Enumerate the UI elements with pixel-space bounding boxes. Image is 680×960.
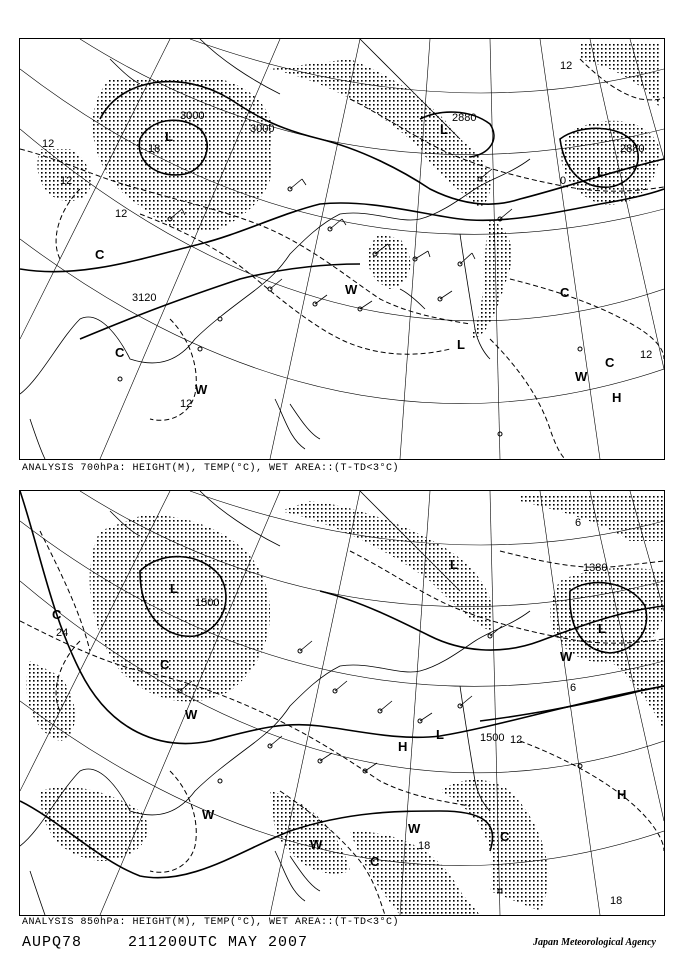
warm-center: W xyxy=(195,382,208,397)
temperature-label: 12 xyxy=(115,208,128,220)
temperature-label: 24 xyxy=(56,627,69,639)
contour-label: 3000 xyxy=(180,110,205,122)
warm-center: W xyxy=(560,649,573,664)
cold-center: C xyxy=(605,355,615,370)
map-850hpa xyxy=(20,491,664,915)
temperature-label: 6 xyxy=(575,517,582,529)
temperature-label: 18 xyxy=(610,895,623,907)
cold-center: C xyxy=(160,657,170,672)
temperature-label: 12 xyxy=(180,398,193,410)
cold-center: C xyxy=(95,247,105,262)
contour-label: 3120 xyxy=(132,292,157,304)
cold-center: C xyxy=(370,854,380,869)
map-panel-700hpa xyxy=(19,38,665,460)
temperature-label: 6 xyxy=(570,682,577,694)
low-center: L xyxy=(165,129,173,144)
temperature-label: 18 xyxy=(418,840,431,852)
contour-label: 2880 xyxy=(620,143,645,155)
cold-center: C xyxy=(500,829,510,844)
valid-time: 211200UTC MAY 2007 xyxy=(128,934,309,951)
agency-name: Japan Meteorological Agency xyxy=(533,937,656,948)
low-center: L xyxy=(436,727,444,742)
map-panel-850hpa xyxy=(19,490,665,916)
warm-center: W xyxy=(310,837,323,852)
low-center: L xyxy=(598,621,606,636)
low-center: L xyxy=(457,337,465,352)
warm-center: W xyxy=(408,821,421,836)
low-center: L xyxy=(450,557,458,572)
temperature-label: 12 xyxy=(560,60,573,72)
low-center: L xyxy=(440,122,448,137)
temperature-label: 12 xyxy=(60,175,73,187)
map-700hpa xyxy=(20,39,664,459)
warm-center: W xyxy=(202,807,215,822)
cold-center: C xyxy=(560,285,570,300)
high-center: H xyxy=(617,787,627,802)
chart-code: AUPQ78 xyxy=(22,934,83,951)
caption-850hpa: ANALYSIS 850hPa: HEIGHT(M), TEMP(°C), WET AREA::(T-TD<3°C) xyxy=(22,917,400,928)
temperature-label: 12 xyxy=(640,349,653,361)
low-center: L xyxy=(170,581,178,596)
caption-700hpa: ANALYSIS 700hPa: HEIGHT(M), TEMP(°C), WET AREA::(T-TD<3°C) xyxy=(22,463,400,474)
contour-label: 1500 xyxy=(195,597,220,609)
warm-center: W xyxy=(345,282,358,297)
contour-label: 1380 xyxy=(583,562,608,574)
wet-area-shading xyxy=(26,496,664,915)
high-center: H xyxy=(612,390,622,405)
high-center: H xyxy=(398,739,408,754)
low-center: L xyxy=(597,164,605,179)
cold-center: C xyxy=(52,607,62,622)
contour-label: 1500 xyxy=(480,732,505,744)
cold-center: C xyxy=(115,345,125,360)
temperature-label: 12 xyxy=(42,138,55,150)
temperature-label: 18 xyxy=(148,143,161,155)
warm-center: W xyxy=(185,707,198,722)
temperature-label: 12 xyxy=(510,734,523,746)
warm-center: W xyxy=(575,369,588,384)
contour-label: 3000 xyxy=(250,123,275,135)
temperature-label: 0 xyxy=(560,175,567,187)
contour-label: 2880 xyxy=(452,112,477,124)
